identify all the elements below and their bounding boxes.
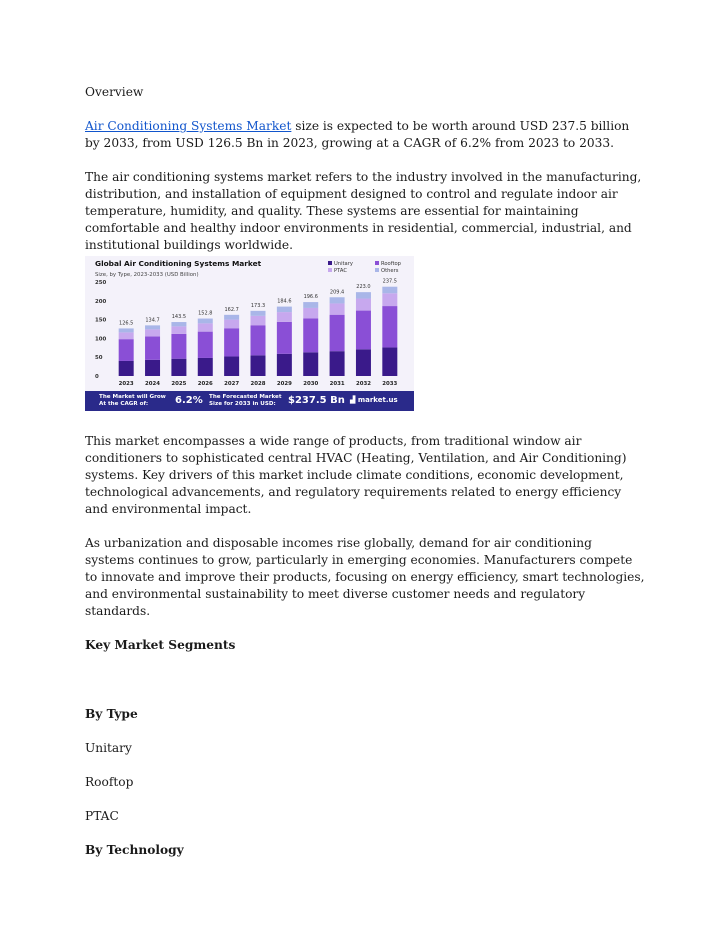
bar-segment-ptac <box>303 308 318 319</box>
bar-segment-rooftop <box>382 306 397 347</box>
bar-segment-others <box>145 325 160 329</box>
bar-segment-ptac <box>356 299 371 311</box>
x-tick-label: 2029 <box>276 381 292 387</box>
legend-swatch-others <box>375 268 379 272</box>
y-tick-label: 150 <box>95 317 107 324</box>
bar-chart <box>85 256 414 391</box>
x-tick-label: 2031 <box>329 381 345 387</box>
document-body-lower <box>85 433 645 859</box>
forecast-caption-1: The Forecasted Market <box>209 394 282 400</box>
bar-total-label: 152.8 <box>198 310 213 317</box>
chart-subtitle: Size, by Type, 2023-2033 (USD Billion) <box>95 272 199 278</box>
bar-segment-unitary <box>356 349 371 376</box>
bar-segment-ptac <box>145 329 160 336</box>
bar-segment-unitary <box>119 361 134 376</box>
x-tick-label: 2033 <box>382 381 398 387</box>
bar-segment-ptac <box>119 332 134 339</box>
brand-logo: ▟ market.us <box>350 396 398 404</box>
bar-total-label: 184.6 <box>277 298 292 305</box>
bar-segment-unitary <box>171 359 186 376</box>
bar-total-label: 223.0 <box>356 284 371 291</box>
market-chart-image <box>85 256 414 411</box>
bar-segment-rooftop <box>303 318 318 352</box>
description-paragraph: The air conditioning systems market refers to the industry involved in the manufacturing, distribution, and installation of equipment designed to control and regulate indoor air temperature, humidity, and quality. These systems are essential for maintaining comfortable and healthy indoor environments in residential, commercial, industrial, and institutional buildings worldwide. <box>85 170 642 252</box>
cagr-value: 6.2% <box>175 395 203 406</box>
bar-total-label: 173.3 <box>250 302 266 309</box>
intro-text: size is expected to be worth around USD 237.5 billion by 2033, from USD 126.5 Bn in 2023, growing at a CAGR of 6.2% from 2023 to 2033. <box>85 119 630 150</box>
x-tick-label: 2028 <box>250 381 266 387</box>
by-type-heading: By Type <box>85 707 138 721</box>
bar-segment-ptac <box>251 316 266 325</box>
bar-segment-rooftop <box>171 334 186 359</box>
brand-icon: ▟ <box>350 396 358 404</box>
bar-segment-unitary <box>330 351 345 376</box>
legend-label-ptac: PTAC <box>334 268 347 274</box>
x-tick-label: 2023 <box>118 381 134 387</box>
type-item-ptac: PTAC <box>85 809 119 823</box>
bar-segment-ptac <box>277 312 292 322</box>
x-tick-label: 2024 <box>145 381 161 387</box>
x-tick-label: 2025 <box>171 381 187 387</box>
chart-title: Global Air Conditioning Systems Market <box>95 259 262 268</box>
cagr-caption-2: At the CAGR of: <box>99 401 149 407</box>
bar-total-label: 162.7 <box>224 306 239 313</box>
bar-segment-rooftop <box>277 322 292 354</box>
bar-segment-ptac <box>224 320 239 329</box>
forecast-value: $237.5 Bn <box>288 395 345 406</box>
bar-segment-others <box>119 328 134 332</box>
y-tick-label: 250 <box>95 280 107 286</box>
bar-segment-others <box>330 297 345 303</box>
bar-segment-others <box>171 322 186 326</box>
legend-label-others: Others <box>381 268 399 274</box>
bar-segment-others <box>277 307 292 312</box>
bar-segment-rooftop <box>224 328 239 356</box>
bar-segment-others <box>251 311 266 316</box>
legend-label-unitary: Unitary <box>334 261 353 267</box>
bar-segment-rooftop <box>251 325 266 355</box>
market-link[interactable]: Air Conditioning Systems Market <box>85 119 292 133</box>
x-tick-label: 2032 <box>355 381 371 387</box>
bar-segment-rooftop <box>145 337 160 360</box>
overview-heading: Overview <box>85 85 144 99</box>
growth-paragraph: As urbanization and disposable incomes rise globally, demand for air conditioning systems continues to grow, particularly in emerging economies. Manufacturers compete to innovate and improve their products, focusing on energy efficiency, smart technologies, and environmental sustainability to meet diverse customer needs and regulatory standards. <box>85 536 645 618</box>
bar-segment-ptac <box>382 293 397 306</box>
y-tick-label: 200 <box>95 298 107 305</box>
bar-segment-ptac <box>330 303 345 314</box>
bar-segment-rooftop <box>198 332 213 358</box>
x-tick-label: 2026 <box>197 381 213 387</box>
y-tick-label: 50 <box>95 355 103 362</box>
products-paragraph: This market encompasses a wide range of products, from traditional window air conditioners to sophisticated central HVAC (Heating, Ventilation, and Air Conditioning) systems. Key drivers of this market include climate conditions, economic development, technological advancements, and regulatory requirements related to energy efficiency and environmental impact. <box>85 434 627 516</box>
bar-total-label: 237.5 <box>382 278 397 285</box>
cagr-caption-1: The Market will Grow <box>99 394 166 400</box>
bar-segment-unitary <box>198 358 213 376</box>
bar-segment-ptac <box>198 323 213 331</box>
bar-total-label: 209.4 <box>329 289 345 296</box>
bar-segment-unitary <box>251 355 266 376</box>
y-tick-label: 0 <box>95 374 99 380</box>
bar-segment-unitary <box>224 356 239 376</box>
legend-swatch-unitary <box>328 261 332 265</box>
bar-segment-unitary <box>303 352 318 376</box>
type-item-rooftop: Rooftop <box>85 775 134 789</box>
y-tick-label: 100 <box>95 336 107 343</box>
chart-footer-banner <box>85 391 414 411</box>
intro-paragraph <box>85 118 645 152</box>
bar-total-label: 134.7 <box>145 317 160 324</box>
type-item-unitary: Unitary <box>85 741 132 755</box>
bar-total-label: 126.5 <box>119 320 134 327</box>
bar-total-label: 196.6 <box>303 294 318 301</box>
bar-segment-others <box>356 292 371 298</box>
bar-segment-others <box>224 315 239 320</box>
bar-segment-others <box>198 319 213 324</box>
x-tick-label: 2030 <box>303 381 319 387</box>
legend-swatch-rooftop <box>375 261 379 265</box>
forecast-caption-2: Size for 2033 in USD: <box>209 401 276 407</box>
bar-segment-unitary <box>382 347 397 376</box>
bar-segment-others <box>303 302 318 308</box>
bar-segment-rooftop <box>356 311 371 350</box>
bar-segment-others <box>382 287 397 294</box>
x-tick-label: 2027 <box>224 381 240 387</box>
bar-segment-rooftop <box>330 315 345 351</box>
key-segments-heading: Key Market Segments <box>85 638 236 652</box>
bar-segment-ptac <box>171 326 186 334</box>
bar-segment-rooftop <box>119 339 134 361</box>
by-technology-heading: By Technology <box>85 843 184 857</box>
bar-total-label: 143.5 <box>171 314 187 321</box>
bar-segment-unitary <box>145 360 160 376</box>
legend-label-rooftop: Rooftop <box>381 261 401 267</box>
legend-swatch-ptac <box>328 268 332 272</box>
document-body <box>85 84 645 254</box>
bar-segment-unitary <box>277 354 292 376</box>
